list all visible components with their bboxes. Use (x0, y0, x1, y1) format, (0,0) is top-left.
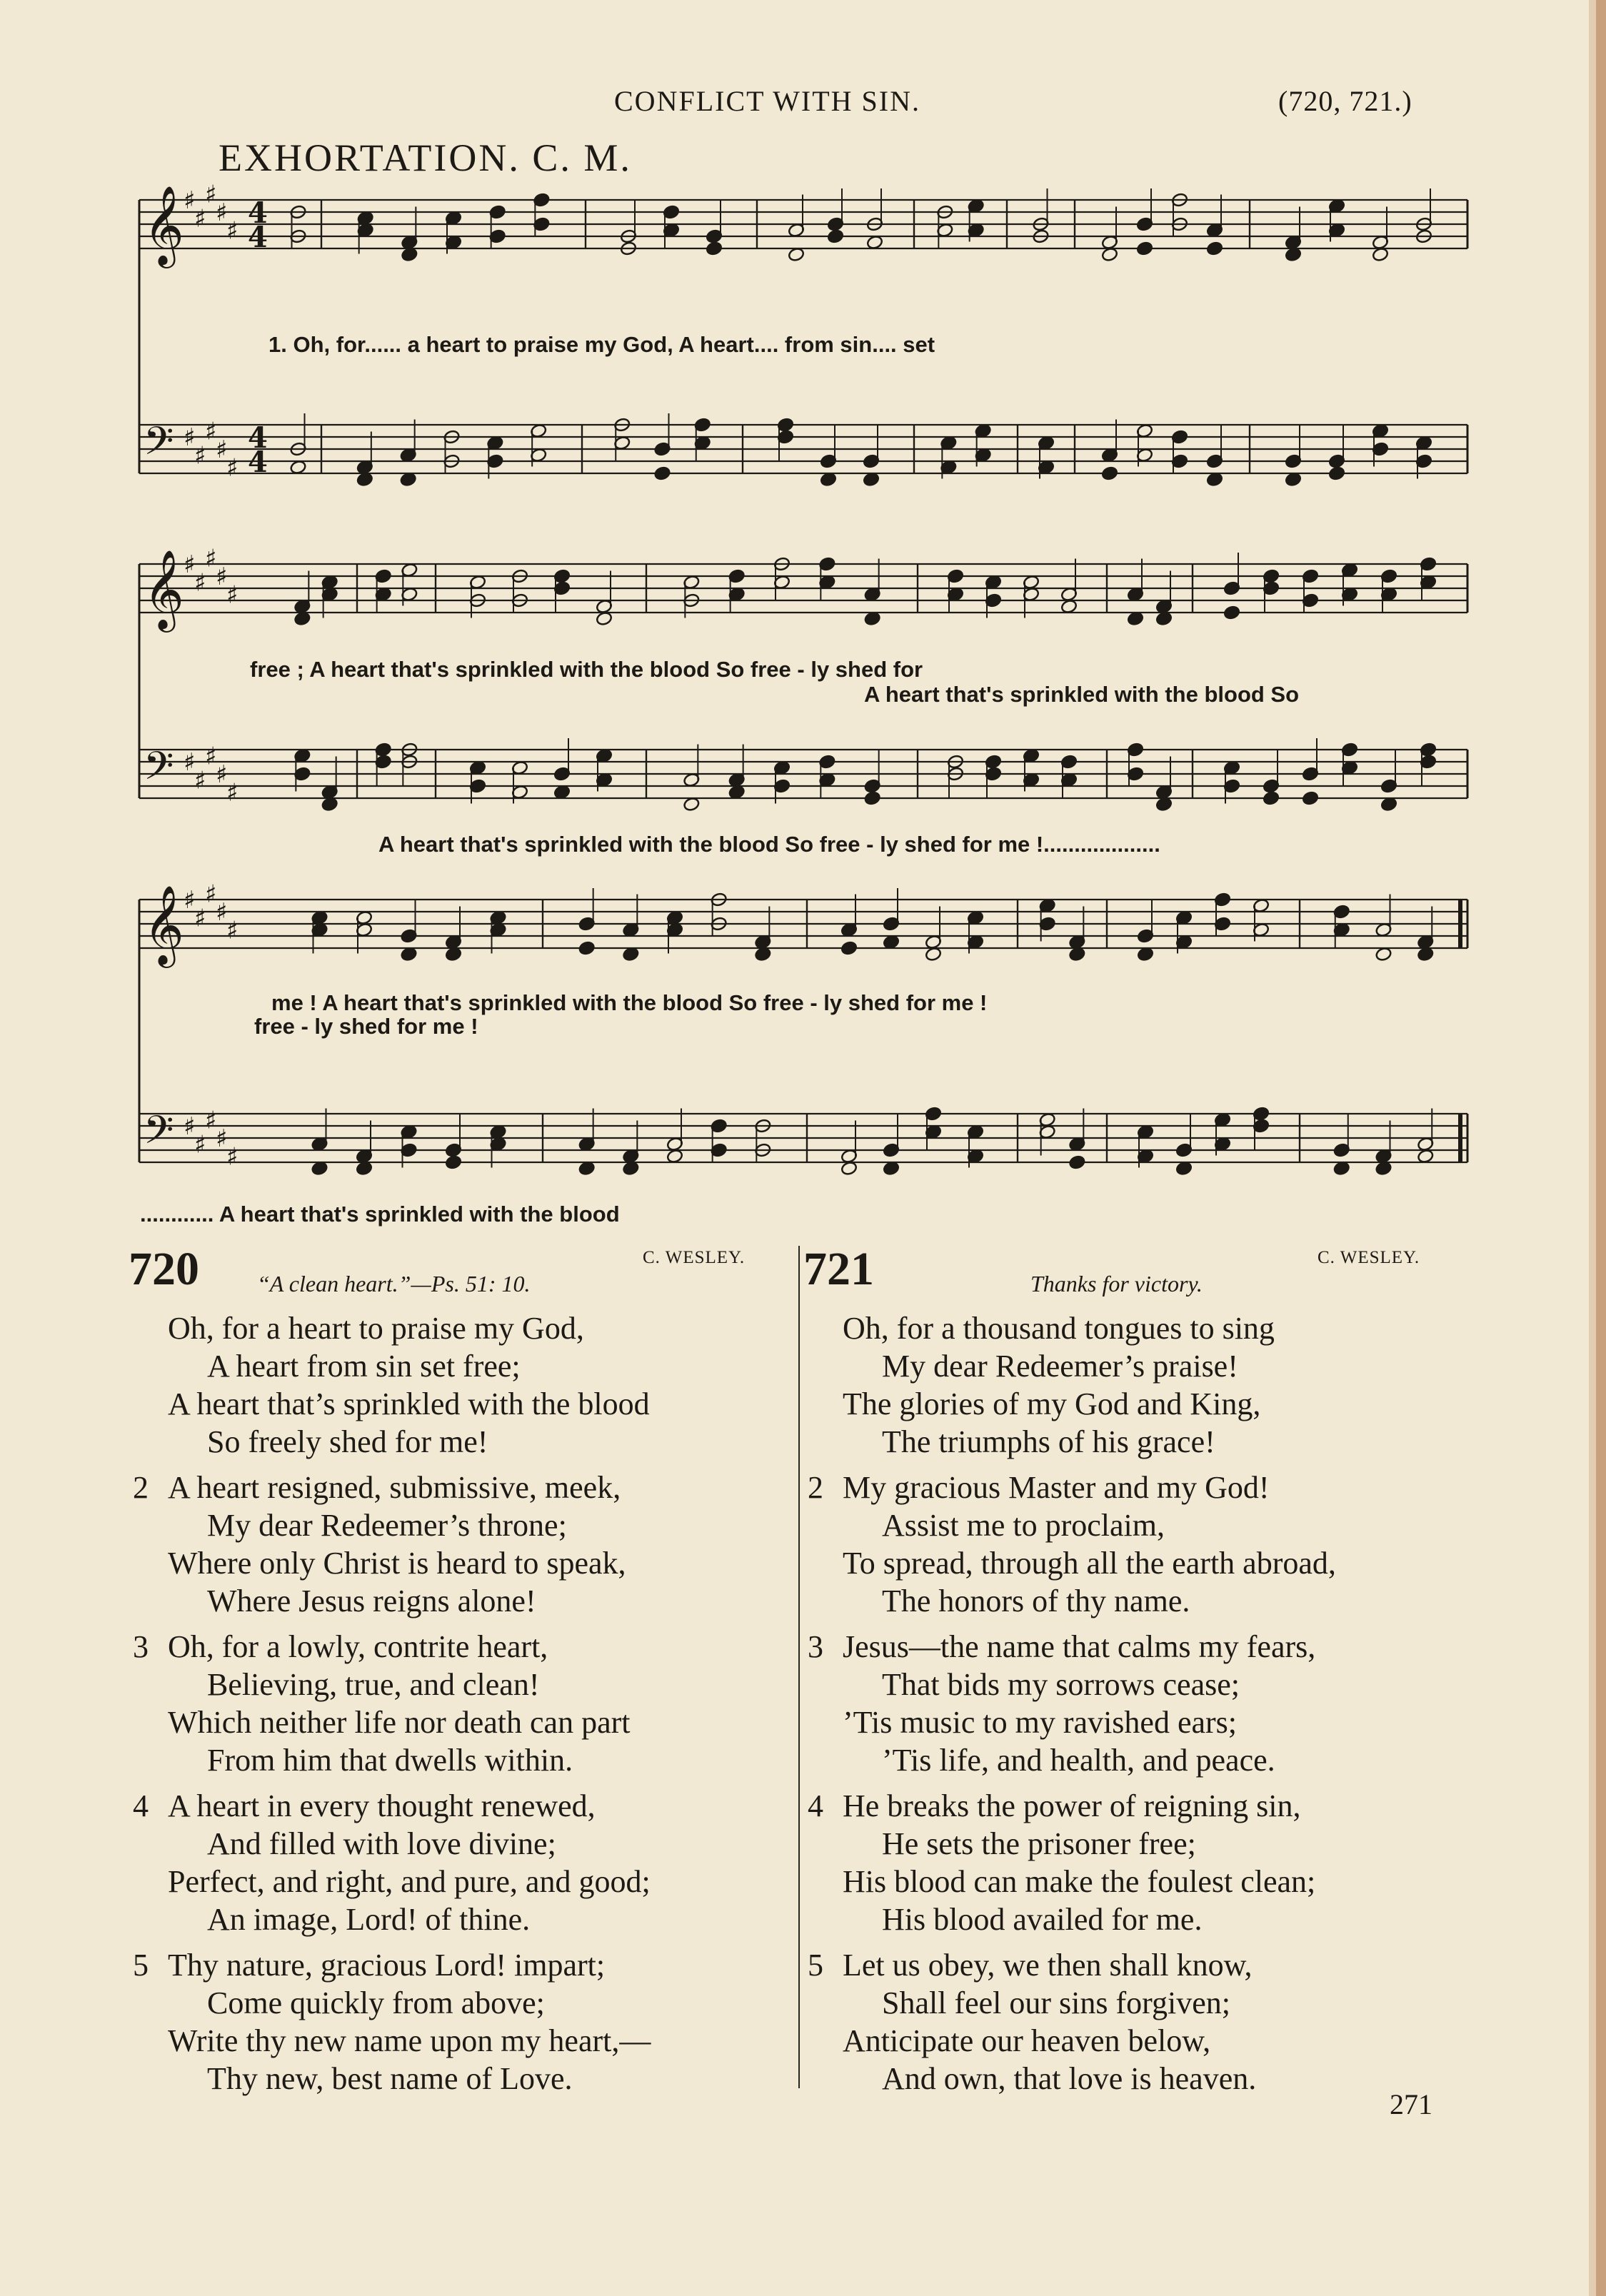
note-head (1417, 1149, 1434, 1164)
hymn-line: He sets the prisoner free; (882, 1826, 1196, 1861)
tune-title: EXHORTATION. C. M. (219, 136, 632, 179)
stanza-number: 3 (133, 1629, 149, 1664)
note-head (1375, 1161, 1392, 1176)
note-head (356, 1161, 373, 1176)
note-head (666, 1149, 683, 1164)
sharp-icon: ♯ (194, 568, 206, 598)
hymn-720-reference: “A clean heart.”—Ps. 51: 10. (257, 1271, 531, 1296)
hymn-line: Which neither life nor death can part (168, 1705, 631, 1740)
note-head (1155, 797, 1173, 812)
note-head (864, 611, 881, 626)
time-signature: 4 (248, 445, 268, 479)
bass-clef-icon: 𝄢 (144, 743, 174, 798)
sharp-icon: ♯ (194, 441, 206, 470)
hymn-line: So freely shed for me! (207, 1424, 488, 1459)
system3-treble-lyric: me ! A heart that's sprinkled with the blood So free - ly shed for me ! (271, 990, 988, 1015)
sharp-icon: ♯ (184, 1112, 196, 1141)
hymn-line: My gracious Master and my God! (843, 1470, 1270, 1505)
hymn-720-number: 720 (129, 1243, 199, 1295)
note-head (622, 1161, 639, 1176)
note-head (883, 1161, 900, 1176)
sharp-icon: ♯ (184, 550, 196, 579)
hymn-line: Come quickly from above; (207, 1985, 545, 2020)
hymn-line: And filled with love divine; (207, 1826, 556, 1861)
note-head (311, 1161, 328, 1176)
sharp-icon: ♯ (194, 1130, 206, 1159)
note-head (1285, 247, 1302, 262)
note-head (863, 472, 880, 487)
stanza-number: 3 (808, 1629, 823, 1664)
running-head: CONFLICT WITH SIN. (614, 85, 920, 117)
hymn-line: From him that dwells within. (207, 1743, 573, 1778)
treble-clef-icon: 𝄞 (144, 549, 184, 629)
system2-bass-lyric: A heart that's sprinkled with the blood So free - ly shed for me !................... (378, 832, 1160, 857)
sharp-icon: ♯ (226, 1142, 239, 1172)
note-head (728, 785, 746, 800)
note-head (1328, 466, 1345, 481)
note-head (1375, 947, 1392, 962)
hymn-line: My dear Redeemer’s throne; (207, 1508, 567, 1543)
system1-lyric: 1. Oh, for...... a heart to praise my God, A heart.... from sin.... set (268, 332, 935, 357)
hymn-line: Assist me to proclaim, (882, 1508, 1165, 1543)
hymn-line: Oh, for a lowly, contrite heart, (168, 1629, 548, 1664)
sharp-icon: ♯ (205, 180, 217, 209)
note-head (1127, 611, 1144, 626)
note-head (1206, 241, 1223, 256)
treble-clef-icon: 𝄞 (144, 885, 184, 965)
sharp-icon: ♯ (216, 760, 228, 789)
note-head (864, 791, 881, 806)
hymn-line: Let us obey, we then shall know, (843, 1948, 1253, 1983)
time-signature: 4 (248, 421, 268, 455)
system3-alto-lyric: free - ly shed for me ! (254, 1014, 478, 1039)
note-head (401, 947, 418, 962)
hymn-line: Thy new, best name of Love. (207, 2061, 573, 2096)
sharp-icon: ♯ (205, 544, 217, 573)
sharp-icon: ♯ (194, 766, 206, 795)
system2-treble-lyric: free ; A heart that's sprinkled with the blood So free - ly shed for (250, 657, 923, 682)
sharp-icon: ♯ (184, 186, 196, 215)
hymn-line: Where only Christ is heard to speak, (168, 1546, 626, 1581)
note-head (596, 611, 613, 626)
hymn-line: Perfect, and right, and pure, and good; (168, 1864, 651, 1899)
hymn-line: My dear Redeemer’s praise! (882, 1349, 1238, 1384)
hymn-line: ’Tis music to my ravished ears; (843, 1705, 1237, 1740)
note-head (1380, 797, 1397, 812)
note-head (1136, 241, 1153, 256)
hymn-line: His blood can make the foulest clean; (843, 1864, 1316, 1899)
hymn-line: ’Tis life, and health, and peace. (882, 1743, 1275, 1778)
note-head (1175, 1161, 1193, 1176)
sharp-icon: ♯ (226, 453, 239, 483)
sharp-icon: ♯ (184, 886, 196, 915)
note-head (866, 235, 883, 250)
note-head (293, 611, 311, 626)
sharp-icon: ♯ (205, 1106, 217, 1135)
note-head (445, 947, 462, 962)
note-head (1155, 611, 1173, 626)
note-head (1060, 599, 1078, 614)
stanza-number: 2 (133, 1470, 149, 1505)
hymn-line: That bids my sorrows cease; (882, 1667, 1240, 1702)
hymn-721-reference: Thanks for victory. (1030, 1271, 1203, 1296)
stanza-number: 5 (133, 1948, 149, 1983)
sharp-icon: ♯ (216, 1124, 228, 1153)
note-head (1372, 247, 1389, 262)
note-head (1223, 605, 1240, 620)
note-head (400, 472, 417, 487)
note-head (290, 460, 307, 475)
note-head (622, 947, 639, 962)
page-edge (1596, 0, 1606, 2296)
sharp-icon: ♯ (216, 198, 228, 227)
hymn-line: Thy nature, gracious Lord! impart; (168, 1948, 606, 1983)
note-head (706, 241, 723, 256)
sharp-icon: ♯ (194, 904, 206, 933)
treble-clef-icon: 𝄞 (144, 185, 184, 265)
note-head (1101, 247, 1118, 262)
sharp-icon: ♯ (226, 580, 239, 610)
note-head (1302, 791, 1319, 806)
hymn-line: Shall feel our sins forgiven; (882, 1985, 1230, 2020)
hymn-line: To spread, through all the earth abroad, (843, 1546, 1336, 1581)
note-head (754, 947, 771, 962)
hymn-720-author: C. WESLEY. (643, 1248, 746, 1267)
note-head (1068, 1155, 1085, 1170)
stanza-number: 4 (133, 1788, 149, 1823)
bass-clef-icon: 𝄢 (144, 1107, 174, 1162)
sharp-icon: ♯ (226, 916, 239, 945)
sharp-icon: ♯ (205, 417, 217, 446)
note-head (683, 797, 700, 812)
note-head (356, 472, 373, 487)
note-head (840, 1161, 858, 1176)
time-signature: 4 (248, 221, 268, 254)
sharp-icon: ♯ (205, 880, 217, 909)
hymn-line: The honors of thy name. (882, 1583, 1190, 1618)
hymn-line: He breaks the power of reigning sin, (843, 1788, 1301, 1823)
sharp-icon: ♯ (184, 748, 196, 777)
hymn-line: Oh, for a heart to praise my God, (168, 1311, 584, 1346)
music-score (129, 178, 1485, 1235)
page-edge-shadow (1589, 0, 1596, 2296)
hymn-line: Oh, for a thousand tongues to sing (843, 1311, 1275, 1346)
hymn-line: Jesus—the name that calms my fears, (843, 1629, 1316, 1664)
note-head (883, 935, 900, 950)
sharp-icon: ♯ (226, 216, 239, 246)
note-head (1206, 472, 1223, 487)
page-number: 271 (1390, 2088, 1432, 2120)
hymn-line: The glories of my God and King, (843, 1386, 1261, 1421)
hymn-line: A heart in every thought renewed, (168, 1788, 596, 1823)
sharp-icon: ♯ (216, 435, 228, 464)
sharp-icon: ♯ (216, 563, 228, 591)
note-head (1137, 947, 1154, 962)
sharp-icon: ♯ (216, 898, 228, 927)
note-head (401, 247, 418, 262)
note-head (553, 785, 571, 800)
hymn-line: A heart from sin set free; (207, 1349, 521, 1384)
note-head (1263, 791, 1280, 806)
bass-clef-icon: 𝄢 (144, 418, 174, 473)
hymn-line: Believing, true, and clean! (207, 1667, 540, 1702)
note-head (445, 1155, 462, 1170)
note-head (578, 1161, 596, 1176)
sharp-icon: ♯ (194, 204, 206, 233)
system2-alto-lyric: A heart that's sprinkled with the blood So (864, 682, 1300, 707)
hymn-line: And own, that love is heaven. (882, 2061, 1257, 2096)
sharp-icon: ♯ (184, 423, 196, 452)
note-head (1333, 1161, 1350, 1176)
note-head (321, 797, 338, 812)
note-head (578, 941, 596, 956)
hymn-line: The triumphs of his grace! (882, 1424, 1215, 1459)
note-head (827, 229, 844, 244)
hymn-line: A heart that’s sprinkled with the blood (168, 1386, 650, 1421)
sharp-icon: ♯ (205, 742, 217, 771)
hymn-721-number: 721 (803, 1243, 874, 1295)
sharp-icon: ♯ (226, 778, 239, 807)
hymn-line: Where Jesus reigns alone! (207, 1583, 536, 1618)
hymn-numbers-header: (720, 721.) (1278, 85, 1412, 117)
stanza-number: 4 (808, 1788, 823, 1823)
stanza-number: 2 (808, 1470, 823, 1505)
note-head (925, 947, 942, 962)
hymn-721-author: C. WESLEY. (1318, 1248, 1420, 1267)
note-head (840, 941, 858, 956)
hymn-line: Anticipate our heaven below, (843, 2023, 1211, 2058)
hymn-line: An image, Lord! of thine. (207, 1902, 531, 1937)
note-head (654, 466, 671, 481)
note-head (1068, 947, 1085, 962)
note-head (788, 247, 805, 262)
time-signature: 4 (248, 196, 268, 230)
system3-bass-lyric: ............ A heart that's sprinkled with the blood (140, 1202, 620, 1227)
note-head (1417, 947, 1434, 962)
stanza-number: 5 (808, 1948, 823, 1983)
note-head (1101, 466, 1118, 481)
hymn-line: A heart resigned, submissive, meek, (168, 1470, 621, 1505)
note-head (820, 472, 837, 487)
hymn-line: Write thy new name upon my heart,— (168, 2023, 651, 2058)
hymn-line: His blood availed for me. (882, 1902, 1203, 1937)
column-divider (798, 1246, 800, 2088)
note-head (1285, 472, 1302, 487)
